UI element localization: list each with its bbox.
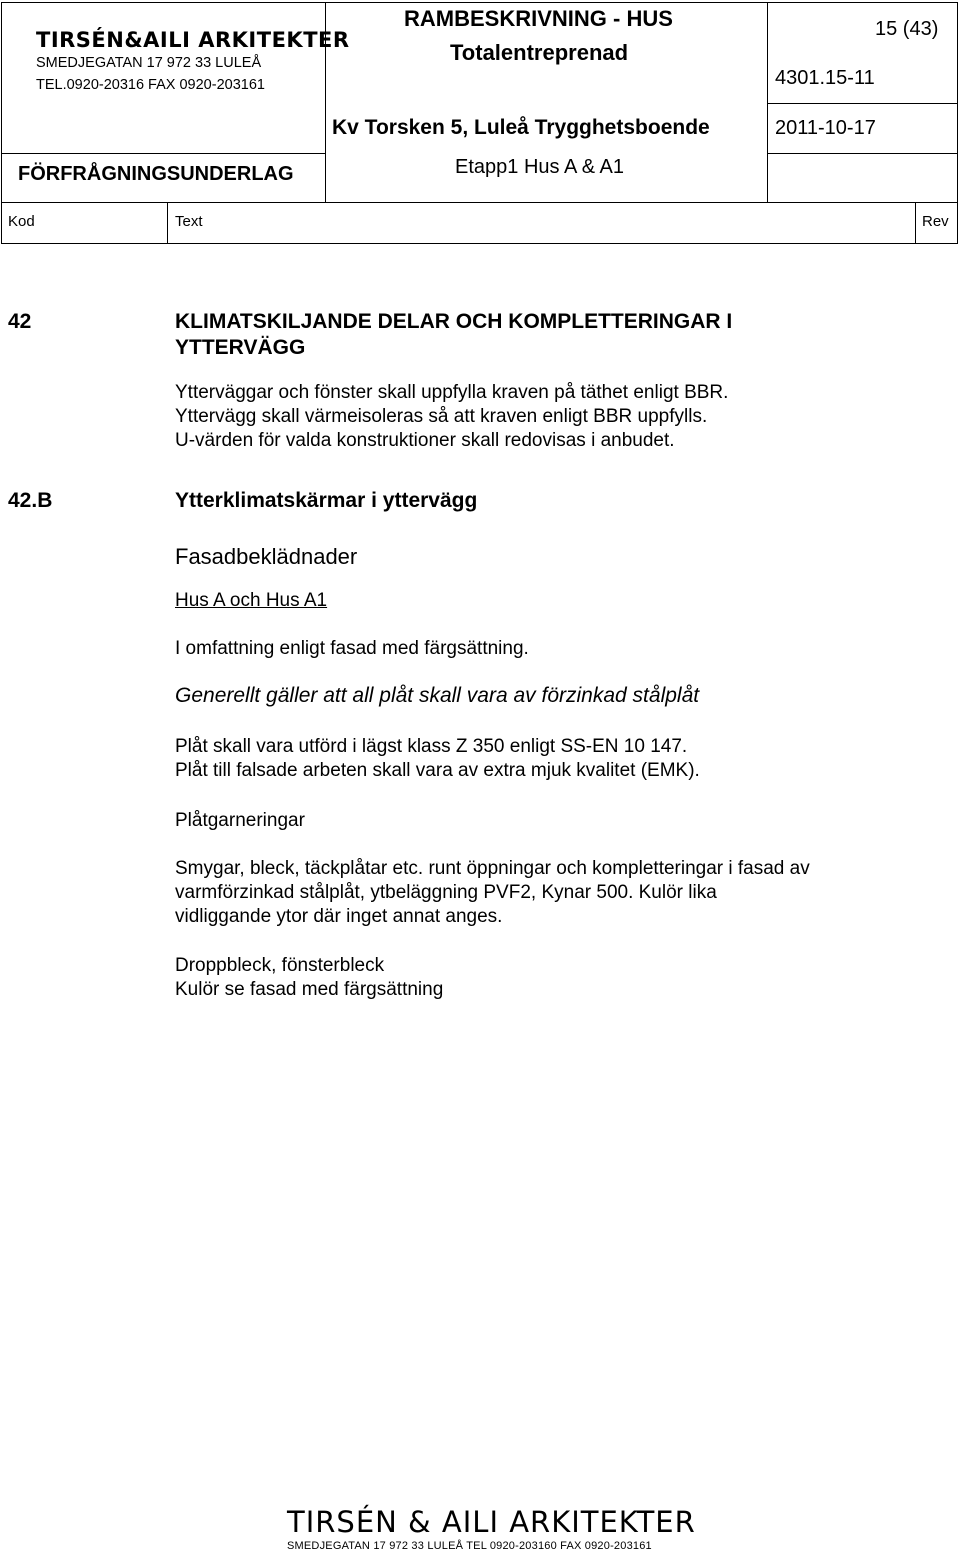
company-logo: TIRSÉN&AILI ARKITEKTER	[36, 28, 350, 52]
paragraph-line: Plåt skall vara utförd i lägst klass Z 350 enligt SS-EN 10 147.	[175, 736, 688, 757]
divider	[767, 2, 768, 202]
divider	[915, 202, 916, 244]
column-text-label: Text	[175, 213, 203, 230]
trim-heading: Plåtgarneringar	[175, 810, 305, 831]
company-phone: TEL.0920-20316 FAX 0920-203161	[36, 77, 265, 93]
contract-type: Totalentreprenad	[450, 40, 629, 65]
paragraph-line: vidliggande ytor där inget annat anges.	[175, 906, 503, 927]
divider	[1, 153, 325, 154]
paragraph-line: U-värden för valda konstruktioner skall redovisas i anbudet.	[175, 430, 675, 451]
divider	[767, 103, 957, 104]
divider	[167, 202, 168, 244]
divider	[767, 153, 957, 154]
paragraph-line: Smygar, bleck, täckplåtar etc. runt öppningar och kompletteringar i fasad av	[175, 858, 810, 879]
paragraph-line: Kulör se fasad med färgsättning	[175, 979, 444, 1000]
section-title: Ytterklimatskärmar i yttervägg	[175, 489, 478, 512]
project-name: Kv Torsken 5, Luleå Trygghetsboende	[332, 116, 710, 139]
column-header-frame	[1, 202, 958, 244]
column-rev-label: Rev	[922, 213, 949, 230]
company-address: SMEDJEGATAN 17 972 33 LULEÅ	[36, 55, 262, 71]
paragraph-line: Plåt till falsade arbeten skall vara av extra mjuk kvalitet (EMK).	[175, 760, 700, 781]
section-title: YTTERVÄGG	[175, 336, 306, 359]
paragraph-line: Droppbleck, fönsterbleck	[175, 955, 385, 976]
project-number: 4301.15-11	[775, 67, 875, 89]
section-code: 42	[8, 310, 32, 333]
footer-address: SMEDJEGATAN 17 972 33 LULEÅ TEL 0920-203160 FAX 0920-203161	[287, 1540, 652, 1552]
general-note: Generellt gäller att all plåt skall vara av förzinkad stålplåt	[175, 684, 700, 707]
section-title: KLIMATSKILJANDE DELAR OCH KOMPLETTERINGAR I	[175, 310, 733, 333]
document-type: RAMBESKRIVNING - HUS	[404, 6, 673, 31]
paragraph-line: Ytterväggar och fönster skall uppfylla kraven på täthet enligt BBR.	[175, 382, 729, 403]
document-date: 2011-10-17	[775, 117, 876, 139]
project-stage: Etapp1 Hus A & A1	[455, 156, 625, 178]
column-code-label: Kod	[8, 213, 35, 230]
subheading: Fasadbeklädnader	[175, 544, 358, 569]
section-code: 42.B	[8, 489, 53, 512]
page-number: 15 (43)	[875, 18, 939, 40]
paragraph-line: Yttervägg skall värmeisoleras så att kraven enligt BBR uppfylls.	[175, 406, 708, 427]
paragraph-line: varmförzinkad stålplåt, ytbeläggning PVF2, Kynar 500. Kulör lika	[175, 882, 717, 903]
document-status: FÖRFRÅGNINGSUNDERLAG	[18, 163, 294, 185]
building-heading: Hus A och Hus A1	[175, 590, 328, 611]
footer-logo: TIRSÉN & AILI ARKITEKTER	[287, 1505, 696, 1539]
paragraph-line: I omfattning enligt fasad med färgsättning.	[175, 638, 529, 659]
